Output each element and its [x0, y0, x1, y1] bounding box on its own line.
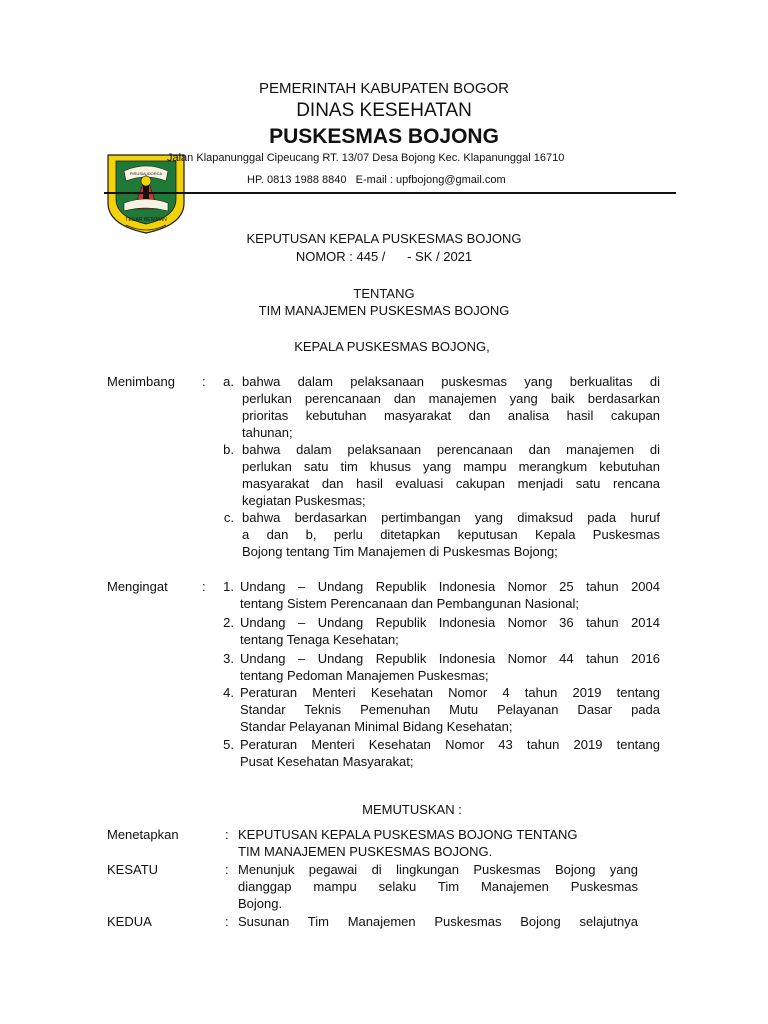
menimbang-b-line-4: kegiatan Puskesmas;	[242, 493, 366, 508]
decree-title: KEPUTUSAN KEPALA PUSKESMAS BOJONG	[246, 231, 522, 246]
menimbang-a-line-1: bahwa dalam pelaksanaan puskesmas yang berkualitas di	[242, 374, 660, 389]
menimbang-mark-a: a.	[223, 374, 234, 389]
menimbang-c-line-1: bahwa berdasarkan pertimbangan yang dimaksud pada huruf	[242, 510, 660, 525]
mengingat-mark-1: 1.	[223, 579, 234, 594]
kesatu-line-1: Menunjuk pegawai di lingkungan Puskesmas Bojong yang	[238, 862, 638, 877]
kedua-line-1: Susunan Tim Manajemen Puskesmas Bojong selajutnya	[238, 914, 638, 929]
mengingat-2-line-2: tentang Tenaga Kesehatan;	[240, 632, 399, 647]
menetapkan-colon: :	[225, 827, 229, 842]
letterhead-divider	[104, 192, 676, 194]
issuer-heading: KEPALA PUSKESMAS BOJONG,	[294, 339, 490, 354]
menimbang-b-line-1: bahwa dalam pelaksanaan perencanaan dan manajemen di	[242, 442, 660, 457]
organization-name: PUSKESMAS BOJONG	[269, 125, 499, 148]
mengingat-1-line-1: Undang – Undang Republik Indonesia Nomor 25 tahun 2004	[240, 579, 660, 594]
kesatu-line-2: dianggap mampu selaku Tim Manajemen Puskesmas	[238, 879, 638, 894]
mengingat-4-line-3: Standar Pelayanan Minimal Bidang Kesehatan;	[240, 719, 513, 734]
mengingat-1-line-2: tentang Sistem Perencanaan dan Pembangunan Nasional;	[240, 596, 579, 611]
mengingat-label: Mengingat	[107, 579, 168, 594]
kesatu-colon: :	[225, 862, 229, 877]
government-name: PEMERINTAH KABUPATEN BOGOR	[258, 80, 510, 97]
mengingat-item-4	[240, 684, 660, 735]
menimbang-label: Menimbang	[107, 374, 175, 389]
mengingat-mark-4: 4.	[223, 685, 234, 700]
kedua-body	[238, 913, 638, 930]
menimbang-item-a	[242, 373, 660, 441]
kedua-colon: :	[225, 914, 229, 929]
mengingat-5-line-1: Peraturan Menteri Kesehatan Nomor 43 tahun 2019 tentang	[240, 737, 660, 752]
menetapkan-label: Menetapkan	[107, 827, 179, 842]
menimbang-c-line-2: a dan b, perlu ditetapkan keputusan Kepala Puskesmas	[242, 527, 660, 542]
mengingat-4-line-1: Peraturan Menteri Kesehatan Nomor 4 tahun 2019 tentang	[240, 685, 660, 700]
mengingat-3-line-2: tentang Pedoman Manajemen Puskesmas;	[240, 668, 489, 683]
menimbang-item-c	[242, 509, 660, 560]
logo-top-text: PIRUSIA IDORCA	[129, 171, 163, 176]
menimbang-b-line-3: masyarakat dan hasil evaluasi cakupan menjadi satu rencana	[242, 476, 660, 491]
mengingat-3-line-1: Undang – Undang Republik Indonesia Nomor 44 tahun 2016	[240, 651, 660, 666]
menimbang-a-line-3: prioritas kebutuhan masyarakat dan analisa hasil cakupan	[242, 408, 660, 423]
mengingat-4-line-2: Standar Teknis Pemenuhan Mutu Pelayanan Dasar pada	[240, 702, 660, 717]
mengingat-mark-5: 5.	[223, 737, 234, 752]
department-name: DINAS KESEHATAN	[296, 100, 472, 121]
mengingat-item-2	[240, 614, 660, 648]
mengingat-item-3	[240, 650, 660, 684]
address-line: Jalan Klapanunggal Cipeucang RT. 13/07 Desa Bojong Kec. Klapanunggal 16710	[167, 152, 565, 164]
about-heading: TENTANG	[353, 286, 415, 301]
logo-bottom-text: TEGAR BERIMAN	[125, 217, 167, 223]
mengingat-item-5	[240, 736, 660, 770]
decree-subject: TIM MANAJEMEN PUSKESMAS BOJONG	[258, 303, 510, 318]
mengingat-item-1	[240, 578, 660, 612]
contact-line: HP. 0813 1988 8840 E-mail : upfbojong@gmail.com	[247, 174, 506, 186]
menimbang-item-b	[242, 441, 660, 509]
menimbang-a-line-2: perlukan perencanaan dan manajemen yang baik berdasarkan	[242, 391, 660, 406]
mengingat-5-line-2: Pusat Kesehatan Masyarakat;	[240, 754, 414, 769]
menetapkan-line-1: KEPUTUSAN KEPALA PUSKESMAS BOJONG TENTANG	[238, 827, 578, 842]
mengingat-mark-3: 3.	[223, 651, 234, 666]
kesatu-body	[238, 861, 638, 912]
mengingat-2-line-1: Undang – Undang Republik Indonesia Nomor 36 tahun 2014	[240, 615, 660, 630]
kesatu-label: KESATU	[107, 862, 159, 877]
kedua-label: KEDUA	[107, 914, 152, 929]
mengingat-colon: :	[202, 579, 206, 594]
menetapkan-line-2: TIM MANAJEMEN PUSKESMAS BOJONG.	[238, 844, 493, 859]
kesatu-line-3: Bojong.	[238, 896, 283, 911]
menimbang-a-line-4: tahunan;	[242, 425, 293, 440]
menimbang-c-line-3: Bojong tentang Tim Manajemen di Puskesmas Bojong;	[242, 544, 558, 559]
menetapkan-body	[238, 826, 658, 860]
menimbang-mark-b: b.	[223, 442, 234, 457]
menimbang-colon: :	[202, 374, 206, 389]
menimbang-mark-c: c.	[223, 510, 234, 525]
decree-number: NOMOR : 445 / - SK / 2021	[295, 249, 473, 264]
menimbang-b-line-2: perlukan satu tim khusus yang mampu merangkum kebutuhan	[242, 459, 660, 474]
memutuskan-heading: MEMUTUSKAN :	[362, 802, 462, 817]
mengingat-mark-2: 2.	[223, 615, 234, 630]
